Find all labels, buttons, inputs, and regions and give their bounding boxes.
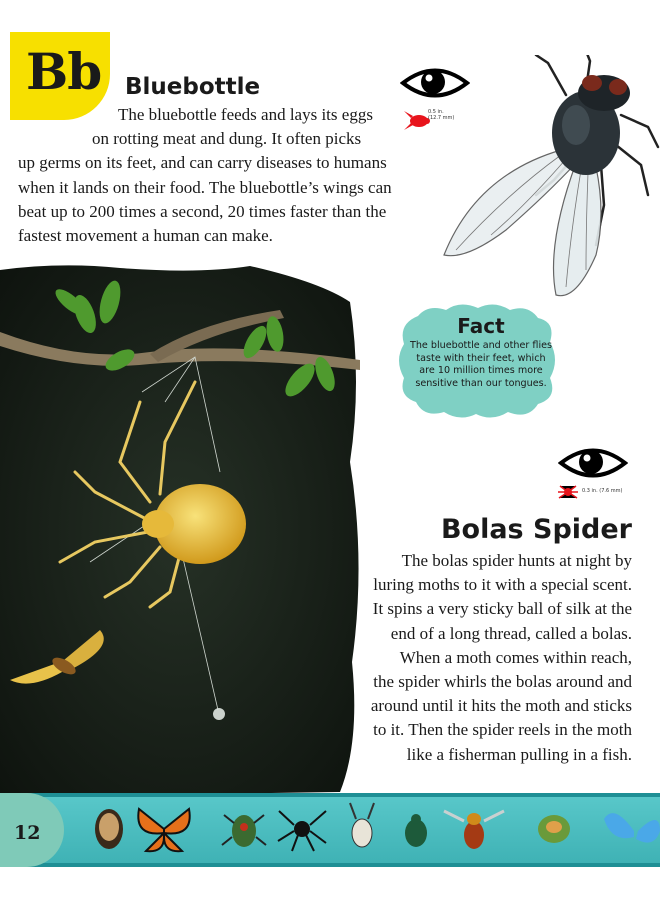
text-line: like a fisherman pulling in a fish. [406, 744, 632, 764]
page-number: 12 [14, 822, 41, 844]
text-line: luring moths to it with a special scent. [373, 575, 632, 595]
blue-butterfly-icon [604, 813, 660, 842]
spider-icon [278, 811, 326, 851]
text-line: the spider whirls the bolas around and [373, 672, 632, 692]
stag-beetle-icon [350, 803, 374, 847]
leaf-bug-icon [538, 815, 570, 843]
shield-bug-icon [222, 815, 266, 847]
beetle-icon [95, 809, 123, 849]
text-line: fastest movement a human can make. [18, 226, 273, 246]
fact-line: taste with their feet, which [416, 352, 546, 364]
text-line: up germs on its feet, and can carry diseases to humans [18, 153, 387, 173]
insect-border-illustration [64, 797, 660, 863]
bluebottle-illustration [436, 55, 660, 305]
fact-title: Fact [457, 314, 505, 338]
butterfly-icon [138, 809, 189, 851]
text-line: When a moth comes within reach, [399, 647, 632, 667]
hornet-icon [444, 811, 504, 849]
green-beetle-icon [405, 814, 427, 847]
fact-line: are 10 million times more [419, 365, 543, 377]
bluebottle-paragraph [18, 103, 392, 248]
text-line: end of a long thread, called a bolas. [390, 623, 632, 643]
fact-line: sensitive than our tongues. [415, 377, 547, 389]
text-line: beat up to 200 times a second, 20 times faster than the [18, 201, 387, 221]
text-line: The bluebottle feeds and lays its eggs [118, 105, 373, 124]
bolas-spider-title: Bolas Spider [440, 514, 632, 545]
text-line: to it. Then the spider reels in the moth [373, 720, 632, 740]
text-line: on rotting meat and dung. It often picks [92, 129, 362, 149]
bolas-spider-illustration [0, 262, 360, 802]
fact-line: The bluebottle and other flies [409, 340, 553, 351]
bolas-spider-paragraph [371, 549, 632, 767]
size-text: 0.5 in. [428, 109, 444, 115]
fact-text [404, 340, 558, 390]
letter-label: Bb [26, 42, 102, 101]
text-line: It spins a very sticky ball of silk at the [372, 599, 632, 619]
text-line: The bolas spider hunts at night by [401, 551, 632, 570]
spider-size-marker-icon [556, 482, 580, 502]
size-text: (12.7 mm) [428, 115, 455, 121]
fly-size-marker-icon [403, 108, 431, 132]
text-line: when it lands on their food. The bluebottle’s wings can [18, 177, 392, 197]
bluebottle-title: Bluebottle [125, 74, 261, 100]
text-line: around until it hits the moth and sticks [370, 696, 632, 716]
eye-icon [558, 442, 628, 484]
spider-size-label: 0.3 in. (7.6 mm) [582, 488, 623, 494]
